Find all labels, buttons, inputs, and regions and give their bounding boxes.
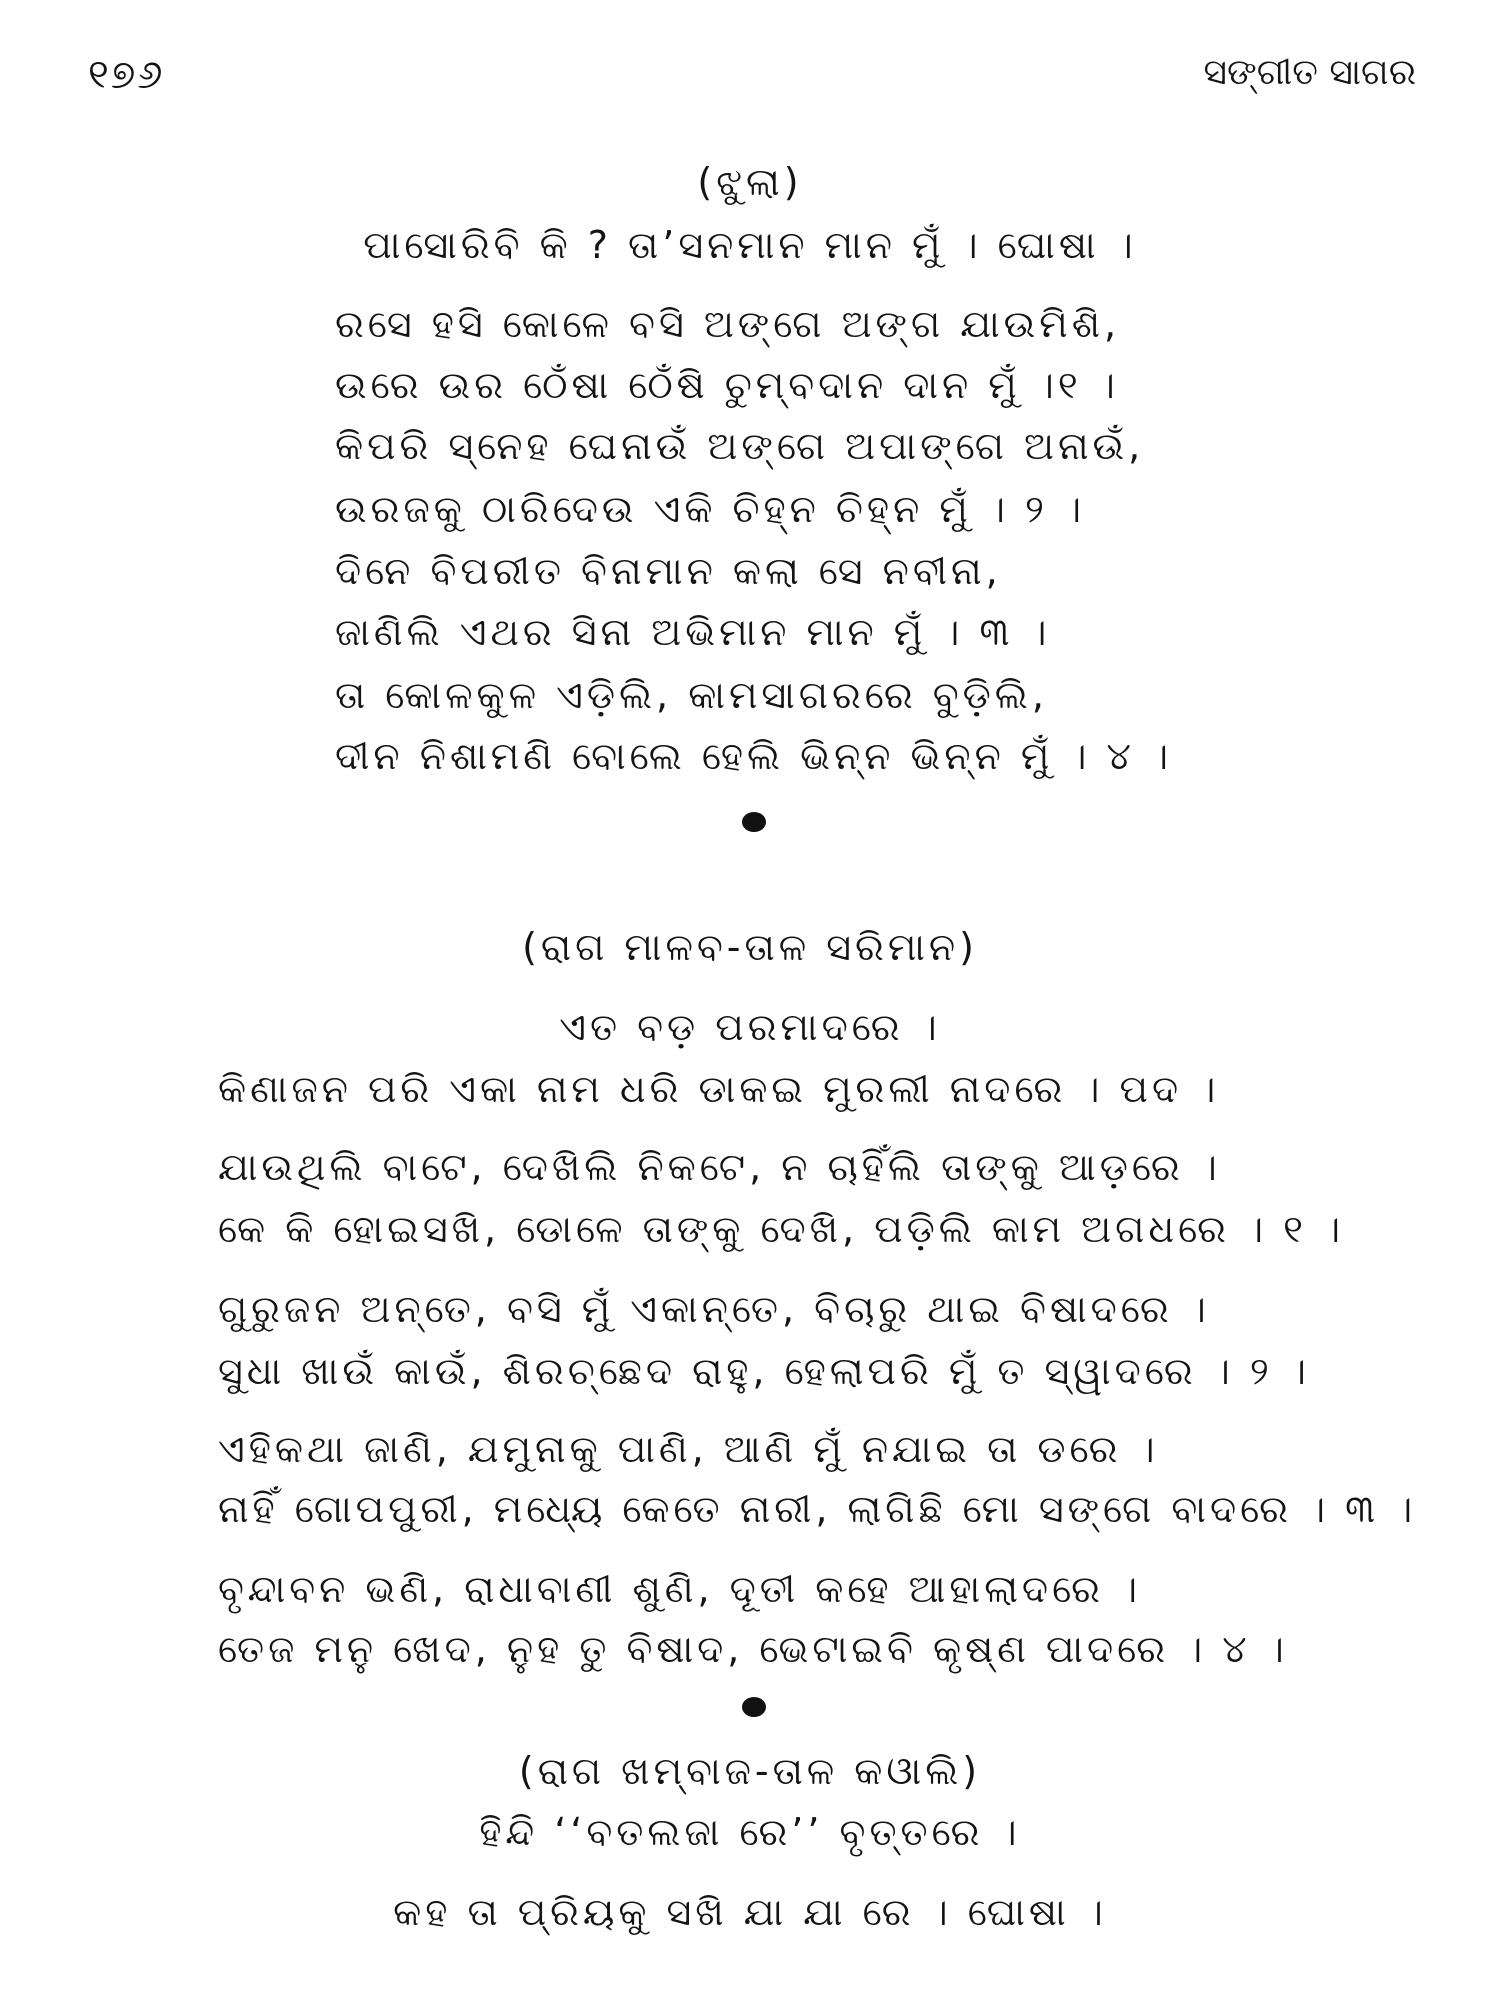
verse-line: ଜାଣିଲି ଏଥର ସିନା ଅଭିମାନ ମାନ ମୁଁ । ୩ ।: [335, 610, 1051, 654]
song3-refrain: କହ ତା ପ୍ରିୟକୁ ସଖି ଯା ଯା ରେ । ଘୋଷା ।: [393, 1890, 1107, 1934]
song2-refrain: ଏତ ବଡ଼ ପରମାଦରେ ।: [559, 1005, 941, 1049]
section-divider-dot: [742, 1697, 766, 1717]
song3-note: ହିନ୍ଦି ‘‘ବତଲଜା ରେ’’ ବୃତ୍ତରେ ।: [479, 1810, 1021, 1854]
verse-line: କେ କି ହୋଇସଖି, ଡୋଳେ ତାଙ୍କୁ ଦେଖି, ପଡ଼ିଲି କାମ ଅଗଧରେ । ୧ ।: [218, 1207, 1345, 1251]
page-number: ୧୭୬: [88, 52, 165, 98]
verse-line: ତେଜ ମନୁ ଖେଦ, ନୁହ ତୁ ବିଷାଦ, ଭେଟାଇବି କୃଷ୍ଣ ପାଦରେ । ୪ ।: [218, 1627, 1288, 1671]
verse-line: କିପରି ସ୍ନେହ ଘେନାଉଁ ଅଙ୍ଗେ ଅପାଙ୍ଗେ ଅନାଉଁ,: [335, 424, 1145, 468]
section-divider-dot: [742, 812, 766, 832]
running-header-title: ସଙ୍ଗୀତ ସାଗର: [1203, 52, 1416, 93]
verse-line: ଏହିକଥା ଜାଣି, ଯମୁନାକୁ ପାଣି, ଆଣି ମୁଁ ନଯାଇ ତା ଡରେ ।: [218, 1427, 1159, 1471]
song1-heading: (ଝୁଲା): [697, 160, 803, 204]
verse-line: ଗୁରୁଜନ ଅନ୍ତେ, ବସି ମୁଁ ଏକାନ୍ତେ, ବିଚାରୁ ଥାଇ ବିଷାଦରେ ।: [218, 1287, 1210, 1331]
song2-heading: (ରାଗ ମାଳବ-ତାଳ ସରିମାନ): [522, 925, 978, 969]
verse-line: ଉରଜକୁ ଠାରିଦେଉ ଏକି ଚିହ୍ନ ଚିହ୍ନ ମୁଁ । ୨ ।: [335, 487, 1086, 531]
verse-line: ତା କୋଳକୁଳ ଏଡ଼ିଲି, କାମସାଗରରେ ବୁଡ଼ିଲି,: [335, 673, 1048, 717]
song1-refrain: ପାସୋରିବି କି ? ତା’ସନମାନ ମାନ ମୁଁ । ଘୋଷା ।: [363, 223, 1137, 267]
verse-line: ବୃନ୍ଦାବନ ଭଣି, ରାଧାବାଣୀ ଶୁଣି, ଦୂତୀ କହେ ଆହାଲାଦରେ ।: [218, 1567, 1142, 1611]
verse-line: ଦିନେ ବିପରୀତ ବିନାମାନ କଲା ସେ ନବୀନା,: [335, 549, 1002, 593]
verse-line: ସୁଧା ଖାଉଁ କାଉଁ, ଶିରଚ୍ଛେଦ ରାହୁ, ହେଲାପରି ମୁଁ ତ ସ୍ୱାଦରେ । ୨ ।: [218, 1349, 1310, 1393]
verse-line: ରସେ ହସି କୋଳେ ବସି ଅଙ୍ଗେ ଅଙ୍ଗ ଯାଉମିଶି,: [335, 302, 1121, 346]
song3-heading: (ରାଗ ଖମ୍ବାଜ-ତାଳ କଓାଲି): [518, 1749, 982, 1793]
song2-pada-line: କିଣାଜନ ପରି ଏକା ନାମ ଧରି ଡାକଇ ମୁରଲୀ ନାଦରେ । ପଦ ।: [218, 1067, 1220, 1111]
verse-line: ଦୀନ ନିଶାମଣି ବୋଲେ ହେଲି ଭିନ୍ନ ଭିନ୍ନ ମୁଁ । ୪ ।: [335, 734, 1173, 778]
verse-line: ଯାଉଥିଲି ବାଟେ, ଦେଖିଲି ନିକଟେ, ନ ଚାହିଁଲି ତାଙ୍କୁ ଆଡ଼ରେ ।: [218, 1145, 1221, 1189]
verse-line: ଉରେ ଉର ଠେଁଷା ଠେଁଷି ଚୁମ୍ବଦାନ ଦାନ ମୁଁ ।୧ ।: [335, 363, 1119, 407]
verse-line: ନାହିଁ ଗୋପପୁରୀ, ମଧ୍ୟେ କେତେ ନାରୀ, ଲାଗିଛି ମୋ ସଙ୍ଗେ ବାଦରେ । ୩ ।: [218, 1487, 1417, 1531]
